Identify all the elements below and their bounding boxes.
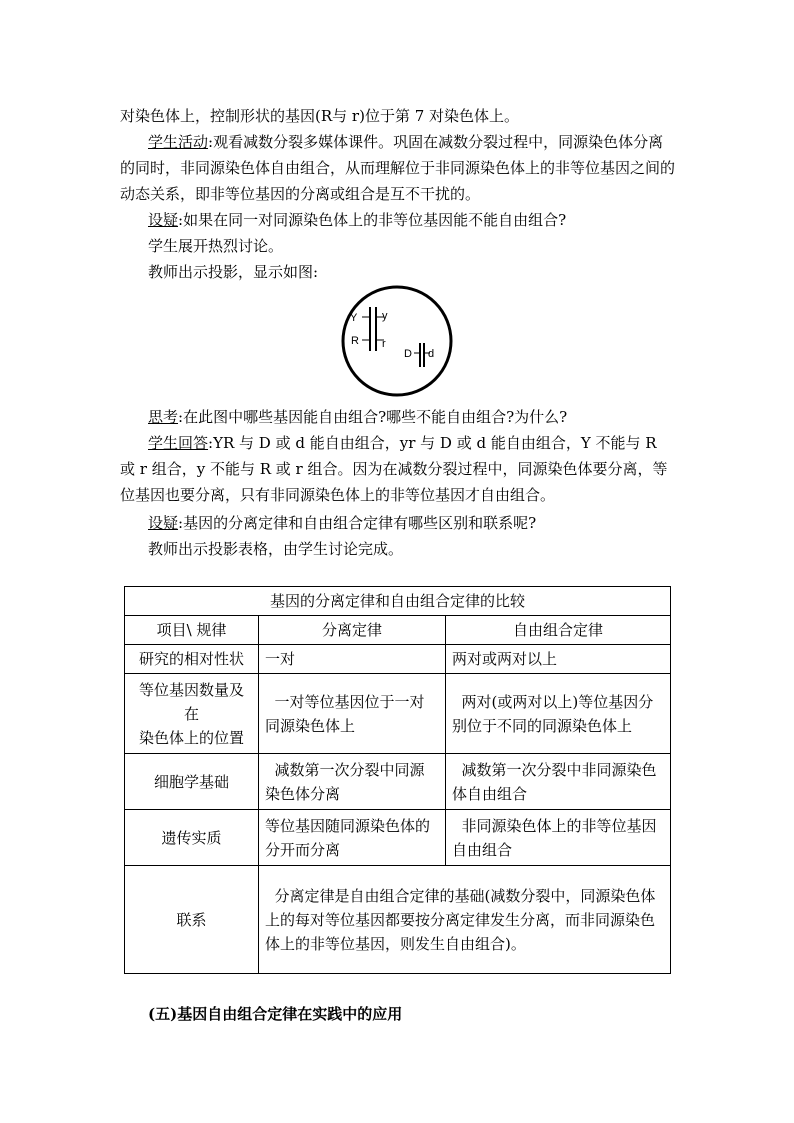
row-cell: 一对 — [259, 645, 446, 674]
header-item: 项目\ 规律 — [125, 616, 259, 645]
row-cell: 两对(或两对以上)等位基因分别位于不同的同源染色体上 — [446, 674, 671, 754]
paragraph-question-2 — [120, 510, 676, 536]
row-cell: 减数第一次分裂中非同源染色体自由组合 — [446, 754, 671, 810]
label-D: D — [404, 348, 412, 360]
paragraph-student-answer — [120, 430, 676, 508]
text-student-activity: :观看减数分裂多媒体课件。巩固在减数分裂过程中，同源染色体分离的同时，非同源染色体自由组合，从而理解位于非同源染色体上的非等位基因之间的动态关系，即非等位基因的分离或组合是互不干扰的。 — [120, 133, 676, 203]
label-student-answer: 学生回答 — [148, 434, 209, 452]
text-question-2: :基因的分离定律和自由组合定律有哪些区别和联系呢? — [178, 514, 537, 532]
label-r: r — [382, 338, 386, 350]
section-heading: (五)基因自由组合定律在实践中的应用 — [148, 1005, 403, 1023]
row-label-line: 染色体上的位置 — [138, 728, 244, 747]
label-R: R — [351, 335, 359, 347]
label-y: y — [382, 310, 388, 322]
comparison-table — [124, 586, 671, 974]
row-label: 联系 — [125, 866, 259, 974]
label-d: d — [428, 348, 435, 360]
label-question-2: 设疑 — [148, 514, 179, 532]
paragraph-table-intro: 教师出示投影表格，由学生讨论完成。 — [148, 540, 404, 558]
row-label-line: 等位基因数量及 — [138, 680, 244, 699]
row-cell: 等位基因随同源染色体的分开而分离 — [259, 810, 446, 866]
table-row — [125, 754, 671, 810]
header-independent: 自由组合定律 — [446, 616, 671, 645]
row-label: 研究的相对性状 — [125, 645, 259, 674]
row-label: 细胞学基础 — [125, 754, 259, 810]
paragraph-discussion: 学生展开热烈讨论。 — [148, 237, 284, 255]
paragraph-question-1 — [120, 207, 676, 233]
row-cell-merged: 分离定律是自由组合定律的基础(减数分裂中，同源染色体上的每对等位基因都要按分离定律发生分离，而非同源染色体上的非等位基因，则发生自由组合)。 — [259, 866, 671, 974]
row-label-line: 在 — [183, 704, 199, 723]
row-label: 遗传实质 — [125, 810, 259, 866]
label-student-activity: 学生活动 — [148, 133, 209, 151]
label-think: 思考 — [148, 408, 179, 426]
table-title: 基因的分离定律和自由组合定律的比较 — [125, 587, 671, 616]
table-row — [125, 674, 671, 754]
text-think: :在此图中哪些基因能自由组合?哪些不能自由组合?为什么? — [178, 408, 568, 426]
table-header-row — [125, 616, 671, 645]
cell-circle — [343, 287, 451, 395]
row-label — [125, 674, 259, 754]
paragraph-1: 对染色体上，控制形状的基因(R与 r)位于第 7 对染色体上。 — [120, 107, 520, 125]
table-row — [125, 810, 671, 866]
paragraph-student-activity — [120, 129, 676, 207]
label-question-1: 设疑 — [148, 211, 179, 229]
header-segregation: 分离定律 — [259, 616, 446, 645]
table-row — [125, 866, 671, 974]
row-cell: 一对等位基因位于一对同源染色体上 — [259, 674, 446, 754]
row-cell: 非同源染色体上的非等位基因自由组合 — [446, 810, 671, 866]
row-cell: 减数第一次分裂中同源染色体分离 — [259, 754, 446, 810]
text-student-answer: :YR 与 D 或 d 能自由组合，yr 与 D 或 d 能自由组合，Y 不能与 R 或 r 组合，y 不能与 R 或 r 组合。因为在减数分裂过程中，同源染色体要分离，等位基因也要分离，只有非同源染色体上的非等位基因才自由组合。 — [120, 434, 668, 504]
table-title-row — [125, 587, 671, 616]
row-cell: 两对或两对以上 — [446, 645, 671, 674]
chromosome-diagram — [338, 285, 456, 397]
paragraph-projection: 教师出示投影，显示如图: — [148, 263, 319, 281]
text-question-1: :如果在同一对同源染色体上的非等位基因能不能自由组合? — [178, 211, 567, 229]
table-row — [125, 645, 671, 674]
paragraph-think — [120, 404, 676, 430]
label-Y: Y — [350, 312, 358, 324]
